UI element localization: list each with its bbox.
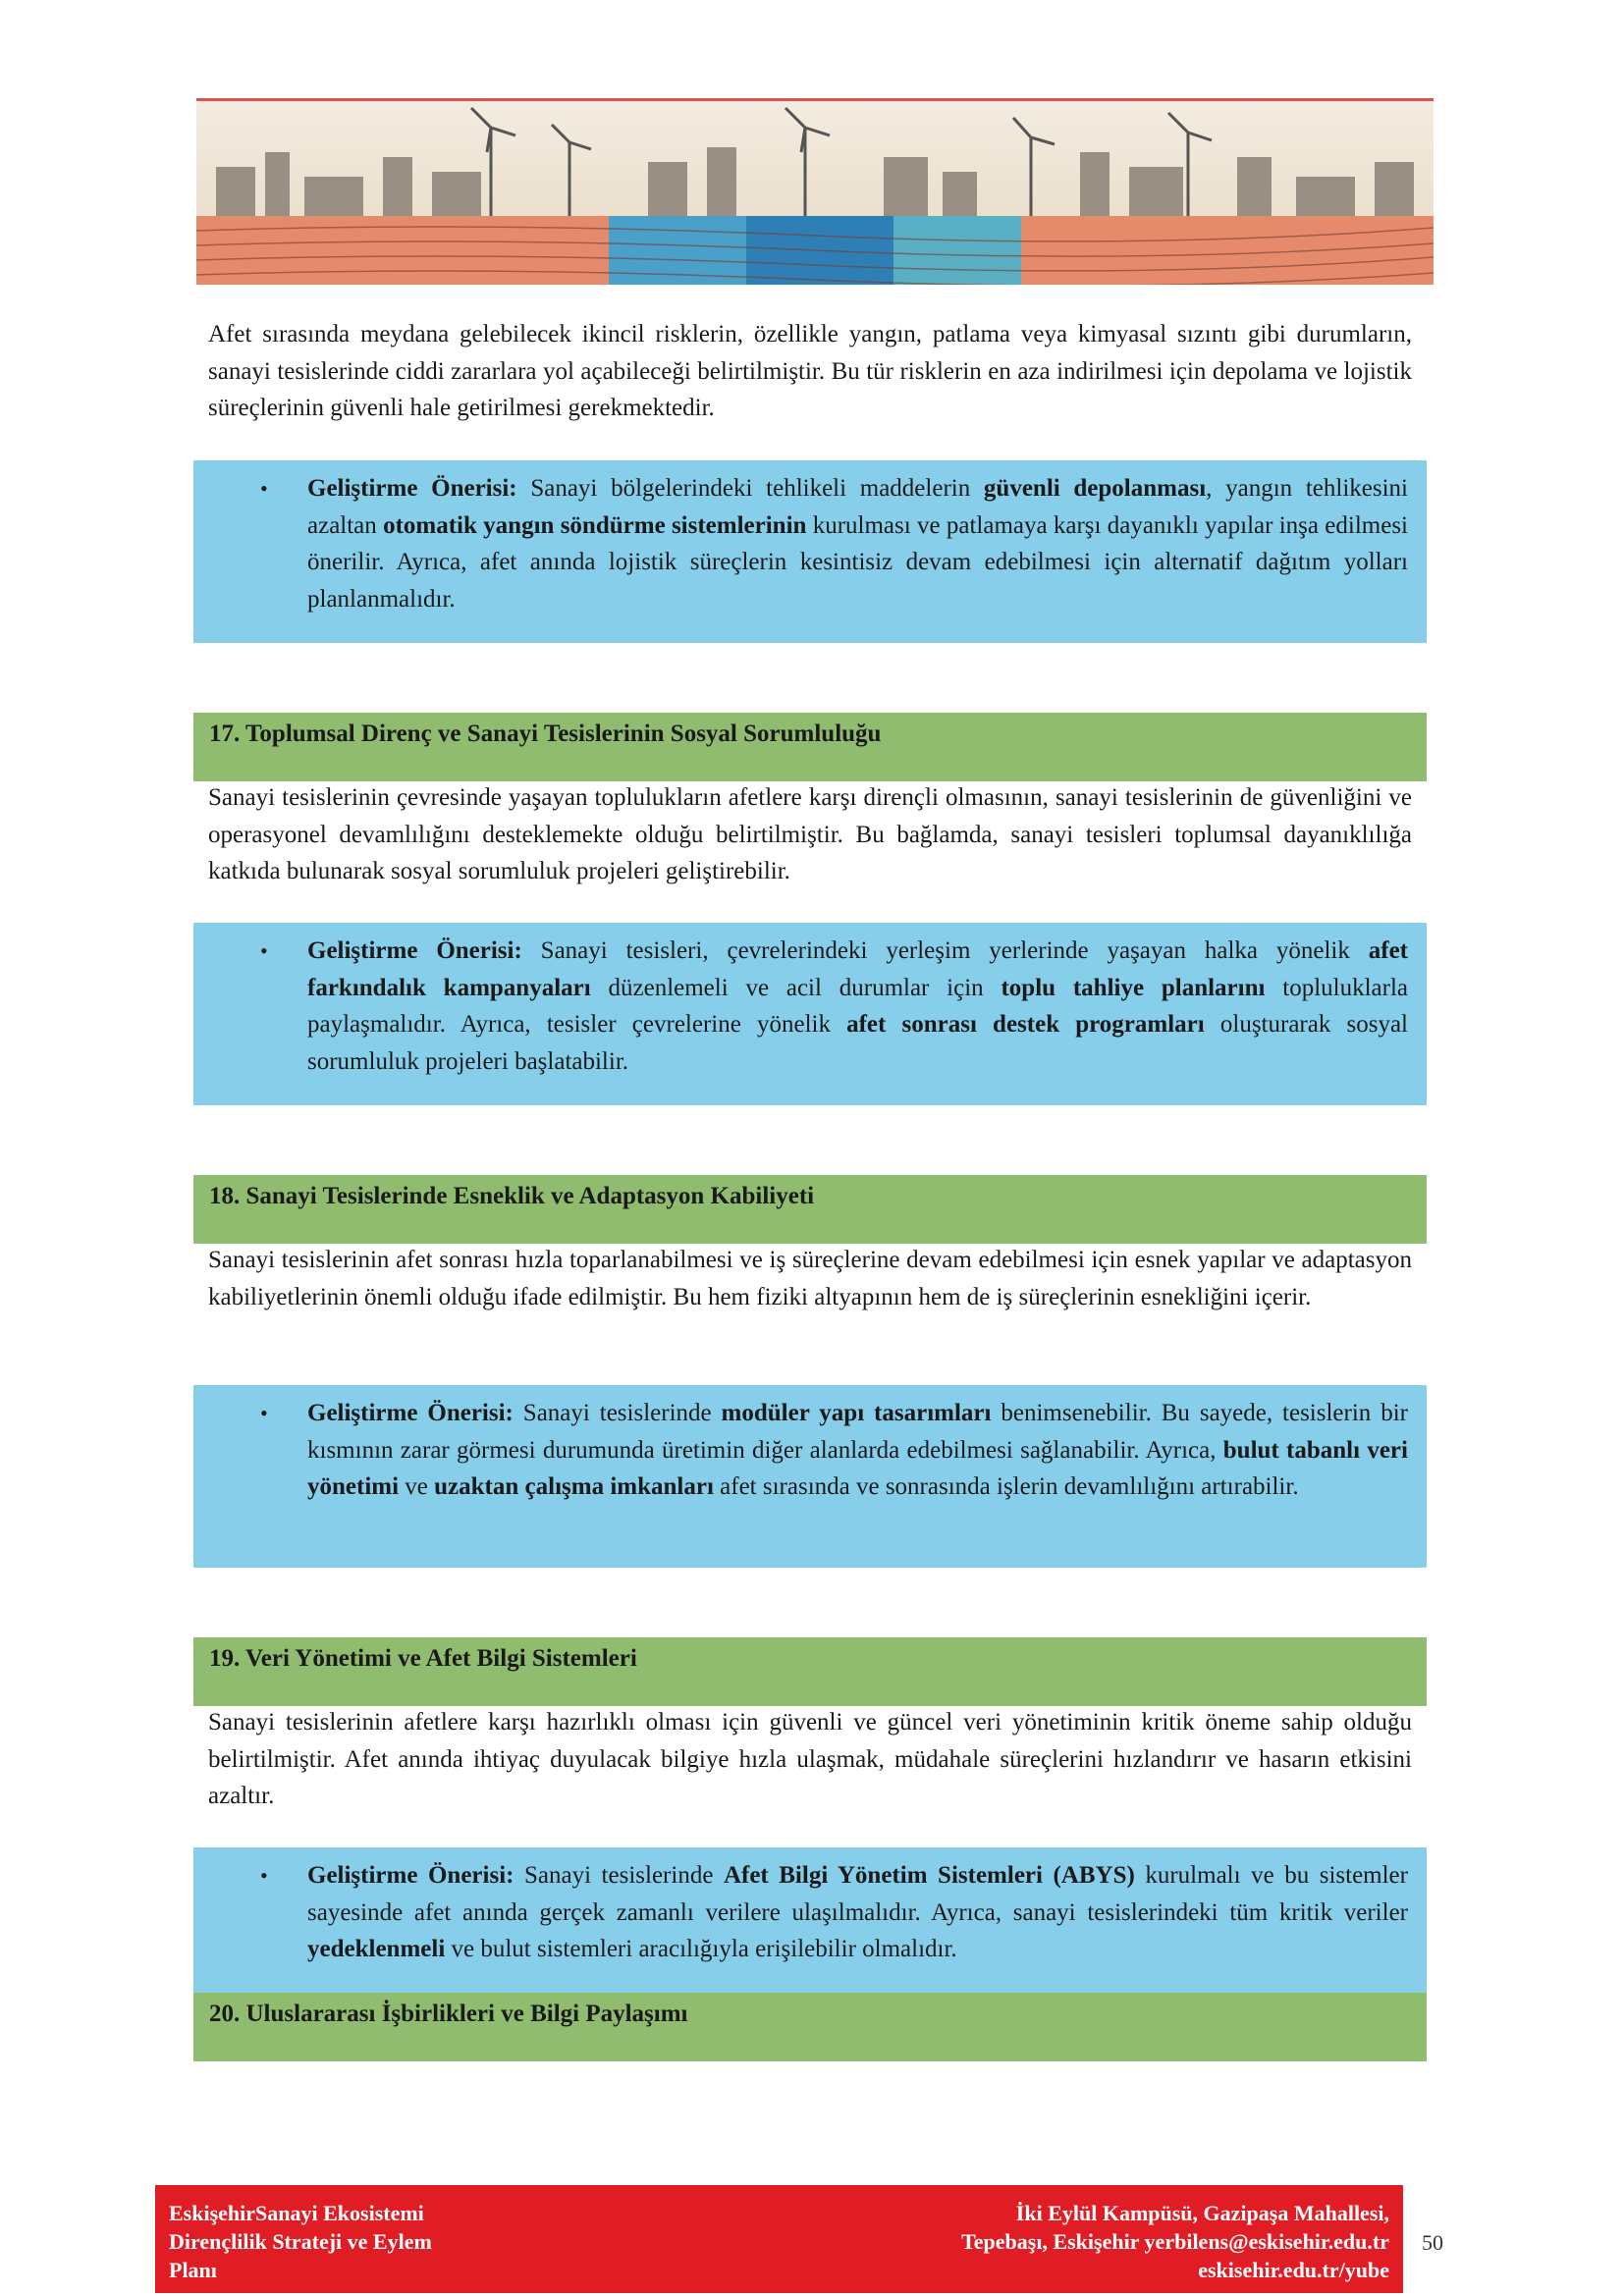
footer-contact xyxy=(839,2199,1389,2284)
text-run: kurulmalı ve bu sistemler sayesinde afet anında gerçek zamanlı verilere ulaşılmalıdır. Ayrıca, sanayi tesislerindeki tüm kritik veriler xyxy=(307,1862,1408,1926)
section-title: 18. Sanayi Tesislerinde Esneklik ve Adaptasyon Kabiliyeti xyxy=(209,1183,815,1209)
suggestion-text xyxy=(307,1857,1408,1968)
suggestion-text xyxy=(307,470,1408,617)
page-number: 50 xyxy=(1422,2230,1443,2255)
bold-run: otomatik yangın söndürme sistemlerinin xyxy=(383,511,807,539)
bold-run: yedeklenmeli xyxy=(307,1936,446,1962)
text-run: topluluklarla paylaşmalıdır. Ayrıca, tesisler çevrelerine yönelik xyxy=(307,974,1408,1038)
bold-run: Afet Bilgi Yönetim Sistemleri (ABYS) xyxy=(723,1862,1135,1889)
section-title: 17. Toplumsal Direnç ve Sanayi Tesislerinin Sosyal Sorumluluğu xyxy=(209,721,882,747)
bullet-icon: • xyxy=(260,1401,268,1425)
bold-run: modüler yapı tasarımları xyxy=(721,1400,992,1426)
suggestion-label: Geliştirme Önerisi: xyxy=(307,937,522,964)
text-run: benimsenebilir. Bu sayede, tesislerin bir kısmının zarar görmesi durumunda üretimin diğer alanlarda edebilmesi sağlanabilir. Ayrıca, xyxy=(307,1400,1408,1464)
section-header xyxy=(193,1637,1427,1706)
suggestion-box xyxy=(193,1847,1427,1993)
text-run: düzenlemeli ve acil durumlar için xyxy=(590,974,1001,1001)
bullet-icon: • xyxy=(260,1863,268,1888)
section-header xyxy=(193,1175,1427,1244)
page-footer xyxy=(155,2185,1403,2293)
text-run: kurulması ve patlamaya karşı dayanıklı yapılar inşa edilmesi önerilir. Ayrıca, afet anında lojistik süreçlerin kesintisiz devam edebilmesi için alternatif dağıtım yolları planlanmalıdır. xyxy=(307,511,1408,613)
suggestion-box xyxy=(193,923,1427,1105)
section-title: 20. Uluslararası İşbirlikleri ve Bilgi Paylaşımı xyxy=(209,2001,688,2027)
footer-line: İki Eylül Kampüsü, Gazipaşa Mahallesi, xyxy=(1015,2201,1389,2225)
bold-run: bulut tabanlı veri yönetimi xyxy=(307,1436,1408,1500)
suggestion-label: Geliştirme Önerisi: xyxy=(307,1400,514,1426)
suggestion-label: Geliştirme Önerisi: xyxy=(307,475,517,502)
text-run: Sanayi bölgelerindeki tehlikeli maddelerin xyxy=(516,475,984,502)
footer-line: Dirençlilik Strateji ve Eylem xyxy=(169,2229,432,2254)
section-title: 19. Veri Yönetimi ve Afet Bilgi Sistemleri xyxy=(209,1645,637,1672)
bold-run: afet farkındalık kampanyaları xyxy=(307,937,1408,1001)
suggestion-text xyxy=(307,933,1408,1080)
bold-run: toplu tahliye planlarını xyxy=(1001,974,1266,1001)
bullet-icon: • xyxy=(260,938,268,963)
text-run: ve bulut sistemleri aracılığıyla erişilebilir olmalıdır. xyxy=(445,1936,957,1962)
section-paragraph: Sanayi tesislerinin afetlere karşı hazırlıklı olması için güvenli ve güncel veri yönetiminin kritik öneme sahip olduğu belirtilmiştir. Afet anında ihtiyaç duyulacak bilgiye hızla ulaşmak, müdahale süreçlerini hızlandırır ve hasarın etkisini azaltır. xyxy=(208,1709,1412,1809)
text-run: Sanayi tesislerinde xyxy=(513,1400,722,1426)
text-run: ve xyxy=(399,1473,435,1500)
footer-line: EskişehirSanayi Ekosistemi xyxy=(169,2201,424,2225)
bold-run: güvenli depolanması xyxy=(983,475,1207,502)
text-run: , yangın tehlikesini azaltan xyxy=(307,475,1408,539)
section-header xyxy=(193,1993,1427,2061)
footer-website-link[interactable]: eskisehir.edu.tr/yube xyxy=(1198,2258,1389,2282)
bullet-icon: • xyxy=(260,476,268,501)
footer-line: Planı xyxy=(169,2258,217,2282)
footer-email[interactable]: Tepebaşı, Eskişehir yerbilens@eskisehir.edu.tr xyxy=(961,2229,1389,2254)
bold-run: uzaktan çalışma imkanları xyxy=(434,1473,714,1500)
text-run: Sanayi tesislerinde xyxy=(514,1862,724,1889)
industrial-banner-image xyxy=(196,98,1434,285)
suggestion-box xyxy=(193,460,1427,643)
text-run: oluşturarak sosyal sorumluluk projeleri başlatabilir. xyxy=(307,1011,1408,1075)
suggestion-text xyxy=(307,1395,1408,1506)
suggestion-label: Geliştirme Önerisi: xyxy=(307,1862,514,1889)
intro-paragraph: Afet sırasında meydana gelebilecek ikincil risklerin, özellikle yangın, patlama veya kimyasal sızıntı gibi durumların, sanayi tesislerinde ciddi zararlara yol açabileceği belirtilmiştir. Bu tür risklerin en aza indirilmesi için depolama ve lojistik süreçlerinin güvenli hale getirilmesi gerekmektedir. xyxy=(208,321,1412,421)
suggestion-box xyxy=(193,1385,1427,1568)
bold-run: afet sonrası destek programları xyxy=(846,1011,1205,1038)
footer-organization xyxy=(169,2199,503,2284)
text-run: afet sırasında ve sonrasında işlerin devamlılığını artırabilir. xyxy=(713,1473,1299,1500)
section-paragraph: Sanayi tesislerinin afet sonrası hızla toparlanabilmesi ve iş süreçlerine devam edebilmesi için esnek yapılar ve adaptasyon kabiliyetlerinin önemli olduğu ifade edilmiştir. Bu hem fiziki altyapının hem de iş süreçlerinin esnekliğini içerir. xyxy=(208,1247,1412,1310)
text-run: Sanayi tesisleri, çevrelerindeki yerleşim yerlerinde yaşayan halka yönelik xyxy=(521,937,1369,964)
section-header xyxy=(193,713,1427,781)
section-paragraph: Sanayi tesislerinin çevresinde yaşayan toplulukların afetlere karşı dirençli olmasının, sanayi tesislerinin de güvenliğini ve operasyonel devamlılığını desteklemekte olduğu belirtilmiştir. Bu bağlamda, sanayi tesisleri toplumsal dayanıklılığa katkıda bulunarak sosyal sorumluluk projeleri geliştirebilir. xyxy=(208,784,1412,884)
